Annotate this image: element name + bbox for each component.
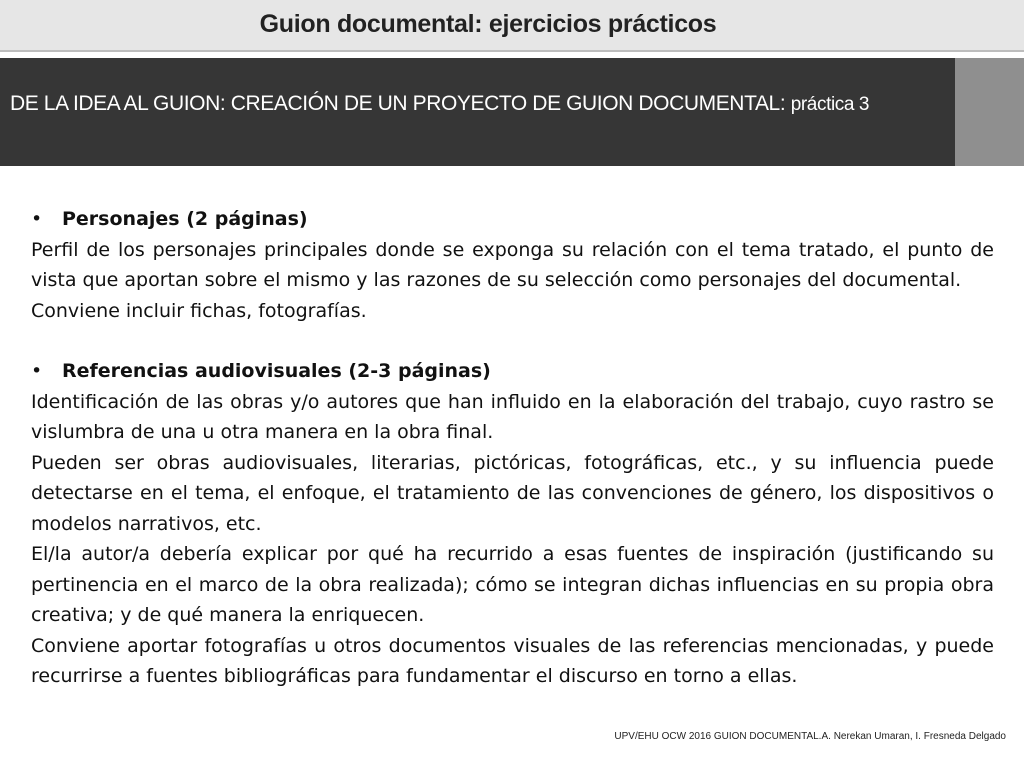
- banner-heading: [10, 92, 950, 116]
- banner-practice-label: práctica 3: [790, 94, 870, 115]
- section-referencias: [31, 356, 994, 692]
- section-heading: [31, 204, 994, 235]
- footer-credits: UPV/EHU OCW 2016 GUION DOCUMENTAL.A. Nerekan Umaran, I. Fresneda Delgado: [614, 731, 1006, 742]
- paragraph: Pueden ser obras audiovisuales, literarias, pictóricas, fotográficas, etc., y su influencia puede detectarse en el tema, el enfoque, el tratamiento de las convenciones de género, los dispositivos o modelos narrativos, etc.: [31, 451, 994, 535]
- section-spacer: [31, 326, 994, 356]
- paragraph: El/la autor/a debería explicar por qué ha recurrido a esas fuentes de inspiración (justificando su pertinencia en el marco de la obra realizada); cómo se integran dichas influencias en su propia obra creativa; y de qué manera la enriquecen.: [31, 543, 994, 626]
- section-heading: [31, 356, 994, 387]
- paragraph: Conviene incluir fichas, fotografías.: [31, 299, 367, 322]
- bullet-icon: •: [31, 208, 43, 230]
- section-personajes: [31, 204, 994, 326]
- banner-accent-block: [955, 58, 1024, 166]
- banner-main-text: DE LA IDEA AL GUION: CREACIÓN DE UN PROYECTO DE GUION DOCUMENTAL:: [10, 92, 786, 115]
- slide-title: Guion documental: ejercicios prácticos: [259, 10, 717, 38]
- paragraph: Conviene aportar fotografías u otros documentos visuales de las referencias mencionadas, y puede recurrirse a fuentes bibliográficas para fundamentar el discurso en torno a ellas.: [31, 634, 994, 687]
- slide-body: [31, 204, 994, 692]
- heading-text: Referencias audiovisuales (2-3 páginas): [62, 360, 491, 382]
- paragraph: Identificación de las obras y/o autores que han influido en la elaboración del trabajo, cuyo rastro se vislumbra de una u otra manera en la obra final.: [31, 390, 994, 443]
- heading-text: Personajes (2 páginas): [62, 208, 308, 230]
- paragraph: Perfil de los personajes principales donde se exponga su relación con el tema tratado, el punto de vista que aportan sobre el mismo y las razones de su selección como personajes del documental.: [31, 238, 994, 291]
- bullet-icon: •: [31, 360, 43, 382]
